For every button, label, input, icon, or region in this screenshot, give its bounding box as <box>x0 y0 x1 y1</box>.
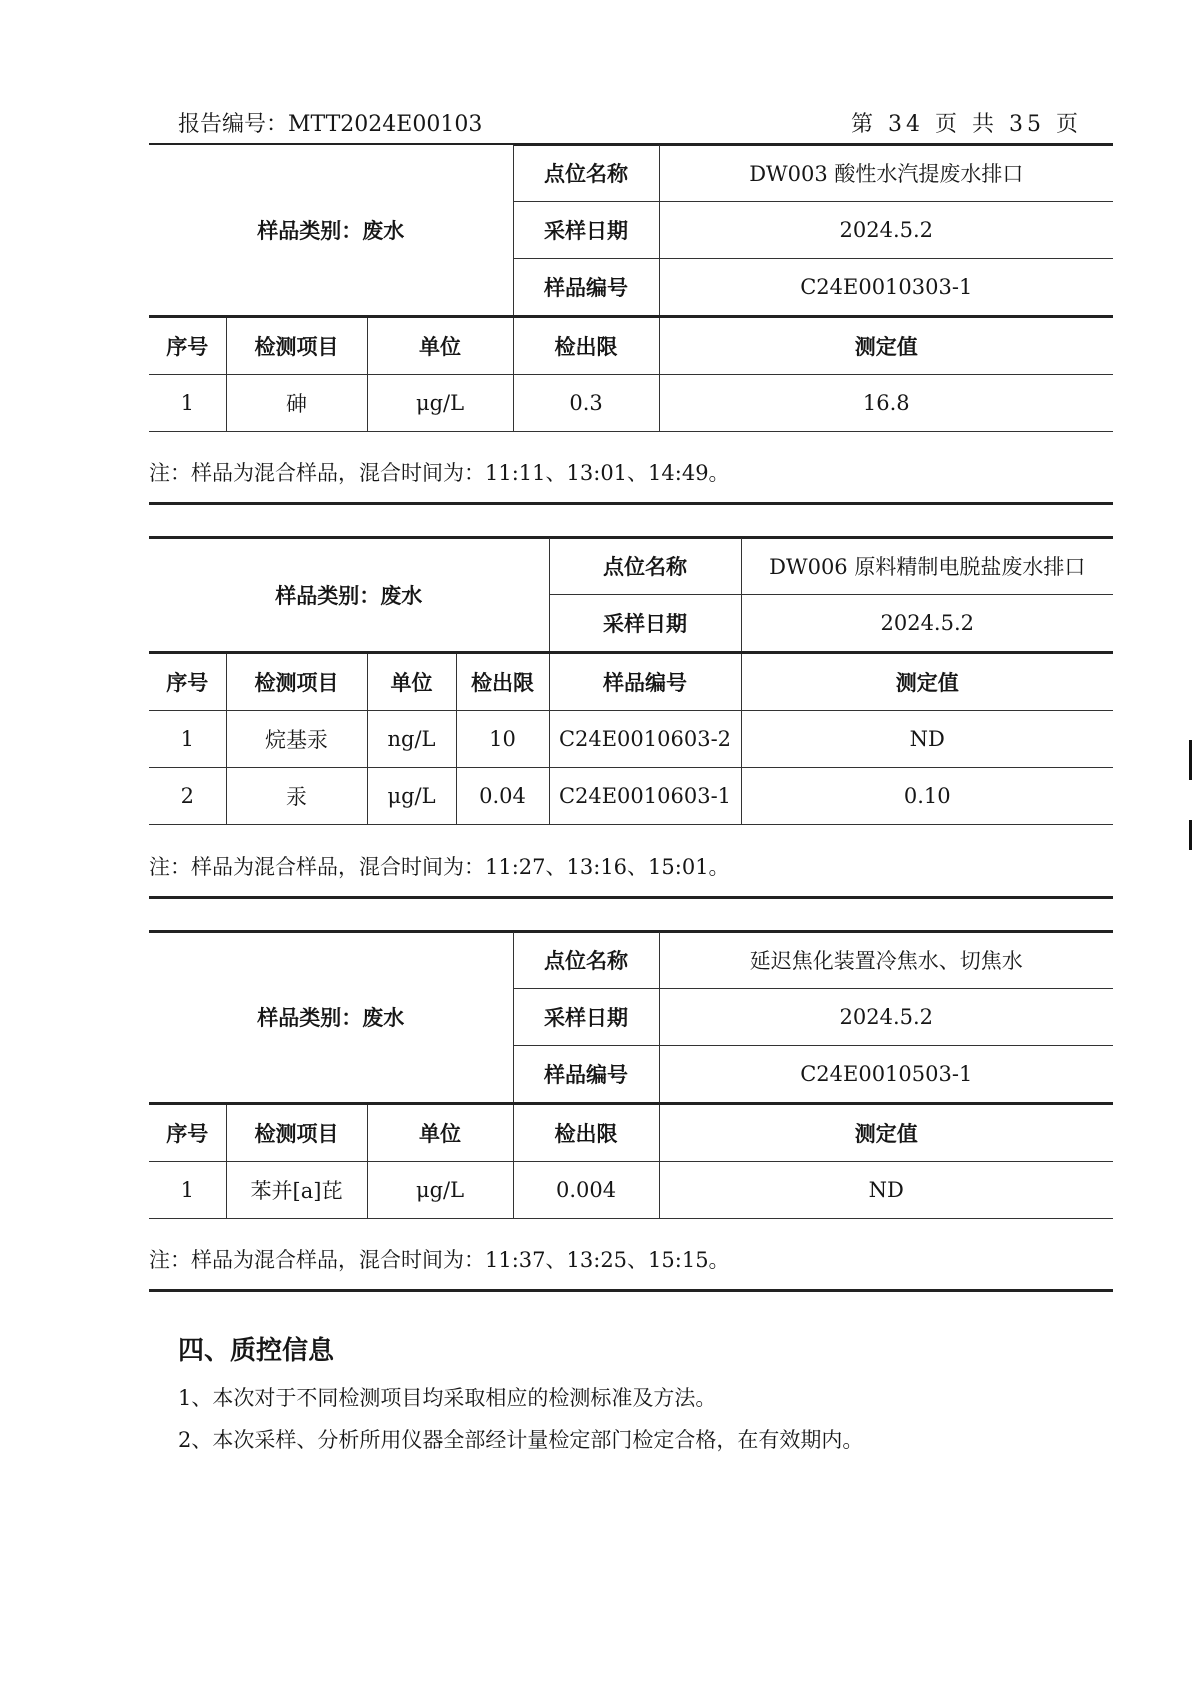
col-seq: 序号 <box>149 653 226 711</box>
col-value: 测定值 <box>659 1104 1113 1162</box>
col-item: 检测项目 <box>226 317 367 375</box>
page-header <box>178 108 1082 142</box>
table-3-note: 注：样品为混合样品，混合时间为：11:37、13:25、15:15。 <box>149 1231 1113 1292</box>
row-limit: 10 <box>456 711 549 768</box>
table-header-row <box>149 653 1113 711</box>
row-seq: 1 <box>149 375 226 432</box>
sample-type-cell: 样品类别：废水 <box>149 932 513 1104</box>
point-name-value: DW006 原料精制电脱盐废水排口 <box>741 538 1113 595</box>
row-value: ND <box>659 1162 1113 1219</box>
col-unit: 单位 <box>367 317 513 375</box>
col-value: 测定值 <box>741 653 1113 711</box>
col-limit: 检出限 <box>513 317 659 375</box>
point-name-label: 点位名称 <box>513 932 659 989</box>
sample-no-label: 样品编号 <box>513 1046 659 1104</box>
row-item: 汞 <box>226 768 367 825</box>
row-sample-no: C24E0010603-2 <box>549 711 741 768</box>
row-limit: 0.04 <box>456 768 549 825</box>
col-seq: 序号 <box>149 1104 226 1162</box>
sample-type-cell: 样品类别：废水 <box>149 538 549 653</box>
table-2-note: 注：样品为混合样品，混合时间为：11:27、13:16、15:01。 <box>149 838 1113 899</box>
row-limit: 0.3 <box>513 375 659 432</box>
qc-item-2: 2、本次采样、分析所用仪器全部经计量检定部门检定合格，在有效期内。 <box>178 1428 864 1452</box>
row-item: 苯并[a]芘 <box>226 1162 367 1219</box>
table-row <box>149 711 1113 768</box>
result-table-1-grid <box>149 145 1113 432</box>
row-unit: ng/L <box>367 711 456 768</box>
row-unit: μg/L <box>367 375 513 432</box>
col-unit: 单位 <box>367 653 456 711</box>
table-row <box>149 1162 1113 1219</box>
row-unit: μg/L <box>367 1162 513 1219</box>
sample-no-label: 样品编号 <box>513 259 659 317</box>
row-limit: 0.004 <box>513 1162 659 1219</box>
table-row <box>149 768 1113 825</box>
qc-section-title: 四、质控信息 <box>178 1336 335 1366</box>
table-header-row <box>149 317 1113 375</box>
col-value: 测定值 <box>659 317 1113 375</box>
col-item: 检测项目 <box>226 653 367 711</box>
col-item: 检测项目 <box>226 1104 367 1162</box>
sample-no-value: C24E0010503-1 <box>659 1046 1113 1104</box>
result-table-3 <box>149 932 1113 1219</box>
table-1-note: 注：样品为混合样品，混合时间为：11:11、13:01、14:49。 <box>149 444 1113 505</box>
point-name-label: 点位名称 <box>513 145 659 202</box>
row-seq: 2 <box>149 768 226 825</box>
row-value: ND <box>741 711 1113 768</box>
point-name-value: DW003 酸性水汽提废水排口 <box>659 145 1113 202</box>
col-unit: 单位 <box>367 1104 513 1162</box>
sample-type-cell: 样品类别：废水 <box>149 145 513 317</box>
row-item: 烷基汞 <box>226 711 367 768</box>
row-item: 砷 <box>226 375 367 432</box>
sample-no-value: C24E0010303-1 <box>659 259 1113 317</box>
point-name-value: 延迟焦化装置冷焦水、切焦水 <box>659 932 1113 989</box>
table-row <box>149 375 1113 432</box>
row-unit: μg/L <box>367 768 456 825</box>
sampling-date-value: 2024.5.2 <box>659 202 1113 259</box>
result-table-2 <box>149 538 1113 825</box>
sampling-date-value: 2024.5.2 <box>741 595 1113 653</box>
table-header-row <box>149 1104 1113 1162</box>
point-name-label: 点位名称 <box>549 538 741 595</box>
col-limit: 检出限 <box>456 653 549 711</box>
col-sample-no: 样品编号 <box>549 653 741 711</box>
sampling-date-label: 采样日期 <box>513 989 659 1046</box>
row-value: 0.10 <box>741 768 1113 825</box>
report-number: 报告编号：MTT2024E00103 <box>178 112 483 137</box>
row-sample-no: C24E0010603-1 <box>549 768 741 825</box>
row-value: 16.8 <box>659 375 1113 432</box>
qc-item-1: 1、本次对于不同检测项目均采取相应的检测标准及方法。 <box>178 1386 717 1410</box>
row-seq: 1 <box>149 711 226 768</box>
col-limit: 检出限 <box>513 1104 659 1162</box>
sampling-date-label: 采样日期 <box>513 202 659 259</box>
col-seq: 序号 <box>149 317 226 375</box>
row-seq: 1 <box>149 1162 226 1219</box>
sampling-date-value: 2024.5.2 <box>659 989 1113 1046</box>
page-indicator: 第 34 页 共 35 页 <box>851 112 1082 137</box>
sampling-date-label: 采样日期 <box>549 595 741 653</box>
